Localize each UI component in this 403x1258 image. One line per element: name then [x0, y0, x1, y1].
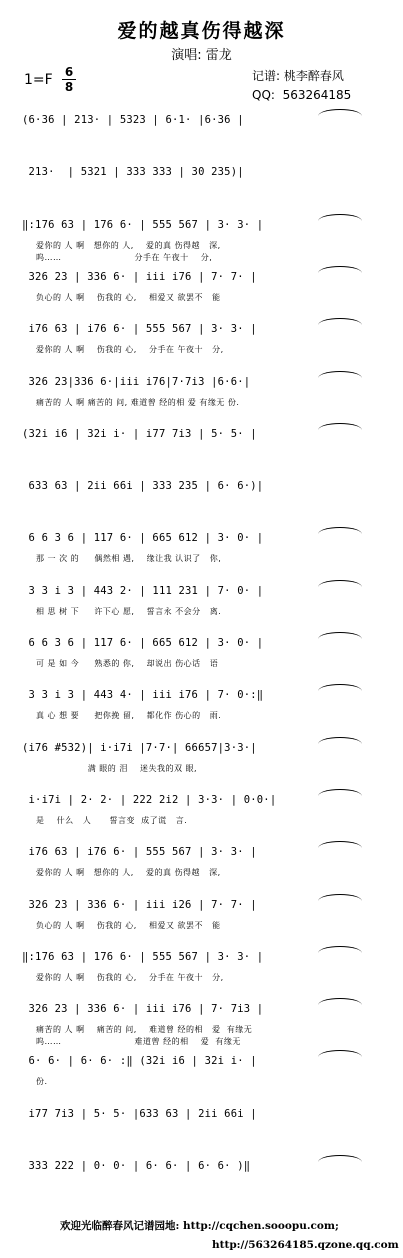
- notation-row: (i76 #532)| i·i7i |7·7·| 66657|3·3·|: [22, 741, 257, 754]
- lyrics-row: 可 是 如 今 熟悉的 你, 却说出 伤心话 语: [36, 659, 219, 668]
- slur-mark: [318, 946, 362, 953]
- footer-line-2[interactable]: http://563264185.qzone.qq.com: [212, 1239, 399, 1251]
- notation-row: 326 23 | 336 6· | iii i76 | 7· 7i3 |: [22, 1003, 264, 1016]
- slur-mark: [318, 371, 362, 378]
- notation-row: i·i7i | 2· 2· | 222 2i2 | 3·3· | 0·0·|: [22, 793, 277, 806]
- lyrics-row: 是 什么 人 誓言变 成了谎 言.: [36, 815, 188, 825]
- lyrics-row: 痛苦的 人 啊 痛苦的 问, 难道曾 经的相 爱 有缘无 份.: [36, 397, 240, 407]
- lyrics-row: 相 思 树 下 许下心 愿, 誓言永 不会分 离.: [36, 606, 222, 616]
- notation-row: i77 7i3 | 5· 5· |633 63 | 2ii 66i |: [22, 1107, 257, 1120]
- notation-row: 326 23 | 336 6· | iii i76 | 7· 7· |: [22, 270, 257, 283]
- lyrics-row: 爱你的 人 啊 伤我的 心, 分手在 午夜十 分,: [36, 345, 224, 355]
- transcriber: 记谱: 桃李醉春风: [252, 69, 344, 83]
- lyrics-row: 痛苦的 人 啊 痛苦的 问, 难道曾 经的相 爱 有缘无: [36, 1025, 253, 1035]
- slur-mark: [318, 737, 362, 744]
- lyrics-row: 负心的 人 啊 伤我的 心, 相爱又 欲罢不 能: [36, 920, 221, 930]
- singer-credit: 演唱: 雷龙: [171, 48, 232, 63]
- notation-row: i76 63 | i76 6· | 555 567 | 3· 3· |: [22, 846, 257, 859]
- key-signature: 1=F: [24, 72, 53, 88]
- slur-mark: [318, 318, 362, 325]
- slur-mark: [318, 894, 362, 901]
- notation-row: 326 23|336 6·|iii i76|7·7i3 |6·6·|: [22, 375, 251, 388]
- lyrics-row: 爱你的 人 啊 想你的 人, 爱的真 伤得越 深,: [36, 868, 221, 878]
- slur-mark: [318, 684, 362, 691]
- notation-row: 633 63 | 2ii 66i | 333 235 | 6· 6·)|: [22, 480, 264, 493]
- lyrics-row-second-verse: 呜…… 难道曾 经的相 爱 有缘无: [36, 1037, 241, 1047]
- lyrics-row-second-verse: 呜…… 分手在 午夜十 分,: [36, 252, 213, 262]
- lyrics-row: 爱你的 人 啊 想你的 人, 爱的真 伤得越 深,: [36, 240, 221, 250]
- slur-mark: [318, 527, 362, 534]
- notation-row: (32i i6 | 32i i· | i77 7i3 | 5· 5· |: [22, 427, 257, 440]
- slur-mark: [318, 632, 362, 639]
- notation-row: 6 6 3 6 | 117 6· | 665 612 | 3· 0· |: [22, 532, 264, 545]
- notation-row: 3 3 i 3 | 443 2· | 111 231 | 7· 0· |: [22, 584, 264, 597]
- notation-row: 333 222 | 0· 0· | 6· 6· | 6· 6· )‖: [22, 1160, 251, 1172]
- slur-mark: [318, 1050, 362, 1057]
- slur-mark: [318, 841, 362, 848]
- notation-row: i76 63 | i76 6· | 555 567 | 3· 3· |: [22, 323, 257, 336]
- slur-mark: [318, 214, 362, 221]
- notation-row: ‖:176 63 | 176 6· | 555 567 | 3· 3· |: [22, 218, 264, 231]
- transcriber-credit: [252, 67, 351, 105]
- lyrics-row: 负心的 人 啊 伤我的 心, 相爱又 欲罢不 能: [36, 292, 221, 302]
- meter-bottom: 8: [64, 80, 74, 94]
- slur-mark: [318, 423, 362, 430]
- notation-row: 213· | 5321 | 333 333 | 30 235)|: [22, 166, 244, 179]
- qq-number: QQ: 563264185: [252, 88, 352, 102]
- lyrics-row: 那 一 次 的 偶然相 遇, 缘让我 认识了 你,: [36, 554, 222, 564]
- song-title: 爱的越真伤得越深: [117, 20, 286, 42]
- slur-mark: [318, 998, 362, 1005]
- slur-mark: [318, 789, 362, 796]
- slur-mark: [318, 109, 362, 116]
- time-signature: [62, 66, 76, 93]
- meter-top: 6: [64, 65, 74, 79]
- notation-row: (6·36 | 213· | 5323 | 6·1· |6·36 |: [22, 114, 244, 126]
- lyrics-row: 爱你的 人 啊 伤我的 心, 分手在 午夜十 分,: [36, 972, 224, 982]
- lyrics-row: 真 心 想 要 把你挽 留, 都化作 伤心的 雨.: [36, 711, 222, 721]
- notation-row: 6· 6· | 6· 6· :‖ (32i i6 | 32i i· |: [22, 1055, 257, 1068]
- slur-mark: [318, 580, 362, 587]
- notation-row: 326 23 | 336 6· | iii i26 | 7· 7· |: [22, 898, 257, 911]
- lyrics-row: 份.: [36, 1077, 48, 1087]
- notation-row: ‖:176 63 | 176 6· | 555 567 | 3· 3· |: [22, 950, 264, 963]
- lyrics-row: 满 眼的 泪 迷失我的双 眼,: [36, 763, 198, 773]
- notation-row: 6 6 3 6 | 117 6· | 665 612 | 3· 0· |: [22, 637, 264, 649]
- slur-mark: [318, 266, 362, 273]
- footer-line-1[interactable]: 欢迎光临醉春风记谱园地: http://cqchen.sooopu.com;: [60, 1220, 339, 1232]
- slur-mark: [318, 1155, 362, 1162]
- notation-row: 3 3 i 3 | 443 4· | iii i76 | 7· 0·:‖: [22, 689, 264, 702]
